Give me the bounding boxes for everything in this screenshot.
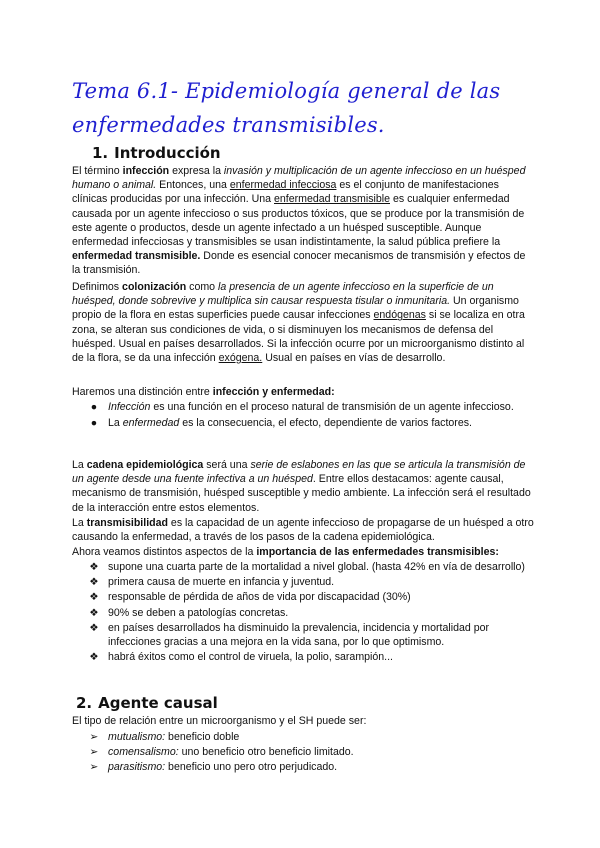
term-enfermedad-transmisible: enfermedad transmisible: [274, 193, 390, 206]
diamond-bullet-icon: ❖: [89, 561, 99, 573]
definition-cadena: serie de eslabones en las que se articula la transmisión de un agente desde una fuente infectiva a un huésped: [72, 459, 526, 486]
arrow-bullet-icon: ➢: [89, 746, 99, 759]
item-text: es la consecuencia, el efecto, dependiente de varios factores.: [179, 417, 472, 430]
text-run: Usual en países en vías de desarrollo.: [262, 352, 446, 365]
list-item: [86, 650, 526, 664]
text-run: Donde es esencial conocer mecanismos de transmisión y efectos de la transmisión.: [72, 250, 526, 277]
diamond-bullet-icon: ❖: [89, 591, 99, 604]
section-number: 1.: [92, 144, 109, 162]
term-cadena-epidemiologica: cadena epidemiológica: [86, 459, 204, 471]
list-item: [86, 575, 526, 589]
term-exogena: exógena.: [218, 352, 263, 365]
text-run: como: [186, 281, 219, 293]
section-heading-agente-causal: [76, 694, 218, 712]
text-run: es cualquier enfermedad causada por un agente infeccioso o sus productos tóxicos, que se produce por la transmisión de este agente o productos, desde un agente infectado a un huésped susceptible. Aunque enfermedad infecciosas y transmisibles se usan indistintamente, la salud pública prefiere la: [72, 193, 525, 249]
term-enfermedad-transmisible-bold: enfermedad transmisible.: [72, 250, 201, 263]
term-infeccion-enfermedad: infección y enfermedad:: [212, 386, 335, 398]
item-text: beneficio doble: [165, 731, 240, 743]
term-importancia: importancia de las enfermedades transmisibles:: [256, 546, 499, 558]
list-item: [86, 730, 526, 744]
list-item: [86, 590, 526, 604]
text-run: si se localiza en otra zona, se alteran sus condiciones de vida, o si disminuyen los mecanismos de defensa del huésped. Usual en países desarrollados. Si la infección ocurre por un microorganismo distinto al de la flora, se da una infección: [72, 309, 525, 365]
importance-list: [86, 560, 526, 664]
section-title: Introducción: [114, 144, 221, 162]
text-run: La: [72, 459, 87, 471]
list-item: [86, 745, 526, 759]
term-endogenas: endógenas: [373, 309, 426, 322]
text-run: Haremos una distinción entre: [72, 386, 213, 398]
text-run: La: [72, 517, 87, 529]
section-title: Agente causal: [98, 694, 218, 712]
document-title: Tema 6.1- Epidemiología general de las enfermedades transmisibles.: [72, 79, 501, 137]
agent-paragraph: [72, 714, 534, 728]
intro-paragraph-transmisibilidad: [72, 516, 534, 544]
bullet-dot-icon: ●: [90, 401, 98, 413]
item-text: en países desarrollados ha disminuido la prevalencia, incidencia y mortalidad por infecciones gracias a una mejora en la vida sana, por lo que optimismo.: [108, 621, 490, 649]
intro-paragraph-infeccion: [72, 164, 534, 278]
diamond-bullet-icon: ❖: [89, 621, 99, 634]
item-text: 90% se deben a patologías concretas.: [108, 606, 289, 619]
section-heading-introduccion: [92, 144, 221, 162]
diamond-bullet-icon: ❖: [89, 606, 99, 619]
text-run: será una: [203, 459, 251, 471]
relationship-list: [86, 730, 526, 775]
text-run: es el conjunto de manifestaciones clínicas producidas por una infección. Una: [72, 179, 499, 206]
item-text: habrá éxitos como el control de viruela, la polio, sarampión...: [108, 651, 394, 664]
text-run: expresa la: [169, 165, 224, 177]
item-text: La: [108, 417, 123, 430]
definition-colonizacion: la presencia de un agente infeccioso en la superficie de un huésped, donde sobrevive y multiplica sin causar respuesta tisular o inmunitaria.: [72, 281, 494, 308]
item-term: enfermedad: [122, 417, 180, 430]
list-item: [86, 760, 526, 774]
item-text: beneficio uno pero otro perjudicado.: [165, 761, 338, 774]
term-transmisibilidad: transmisibilidad: [86, 517, 168, 529]
text-run: es la capacidad de un agente infeccioso de propagarse de un huésped a otro causando la enfermedad, a través de los pasos de la cadena epidemiológica.: [72, 517, 534, 544]
text-run: Ahora veamos distintos aspectos de la: [72, 546, 257, 558]
text-run: El término: [72, 165, 123, 177]
intro-paragraph-cadena: [72, 458, 534, 515]
list-item: [86, 606, 526, 620]
list-item: [86, 621, 526, 649]
section-number: 2.: [76, 694, 93, 712]
item-text: supone una cuarta parte de la mortalidad a nivel global. (hasta 42% en vía de desarrollo): [108, 561, 525, 573]
term-enfermedad-infecciosa: enfermedad infecciosa: [229, 179, 337, 192]
item-term: mutualismo:: [108, 731, 166, 743]
definition-infeccion: invasión y multiplicación de un agente infeccioso en un huésped humano o animal.: [72, 165, 526, 192]
intro-paragraph-distincion: [72, 385, 534, 399]
diamond-bullet-icon: ❖: [89, 576, 99, 589]
item-text: responsable de pérdida de años de vida por discapacidad (30%): [108, 591, 411, 604]
item-term: comensalismo:: [108, 746, 179, 759]
arrow-bullet-icon: ➢: [89, 731, 99, 743]
item-text: es una función en el proceso natural de transmisión de un agente infeccioso.: [150, 401, 514, 413]
list-item: [86, 416, 526, 430]
list-item: [86, 560, 526, 574]
list-item: [86, 400, 526, 414]
distinction-list: [86, 400, 526, 430]
item-text: primera causa de muerte en infancia y juventud.: [108, 576, 335, 589]
text-run: Definimos: [72, 281, 123, 293]
agent-intro-text: El tipo de relación entre un microorganismo y el SH puede ser:: [72, 715, 367, 727]
text-run: Entonces, una: [156, 179, 230, 192]
term-colonizacion: colonización: [122, 281, 187, 293]
text-run: . Entre ellos destacamos: agente causal, mecanismo de transmisión, huésped susceptible y medio ambiente. La infección será el resultado de la interacción entre estos elementos.: [72, 473, 531, 514]
diamond-bullet-icon: ❖: [89, 651, 99, 664]
arrow-bullet-icon: ➢: [89, 761, 99, 774]
item-term: Infección: [108, 401, 151, 413]
term-infeccion: infección: [122, 165, 170, 177]
bullet-dot-icon: ●: [90, 417, 98, 430]
intro-paragraph-importancia: [72, 545, 534, 559]
item-term: parasitismo:: [108, 761, 166, 774]
text-run: Un organismo propio de la flora en estas superficies puede causar infecciones: [72, 295, 519, 322]
intro-paragraph-colonizacion: [72, 280, 534, 365]
item-text: uno beneficio otro beneficio limitado.: [178, 746, 354, 759]
